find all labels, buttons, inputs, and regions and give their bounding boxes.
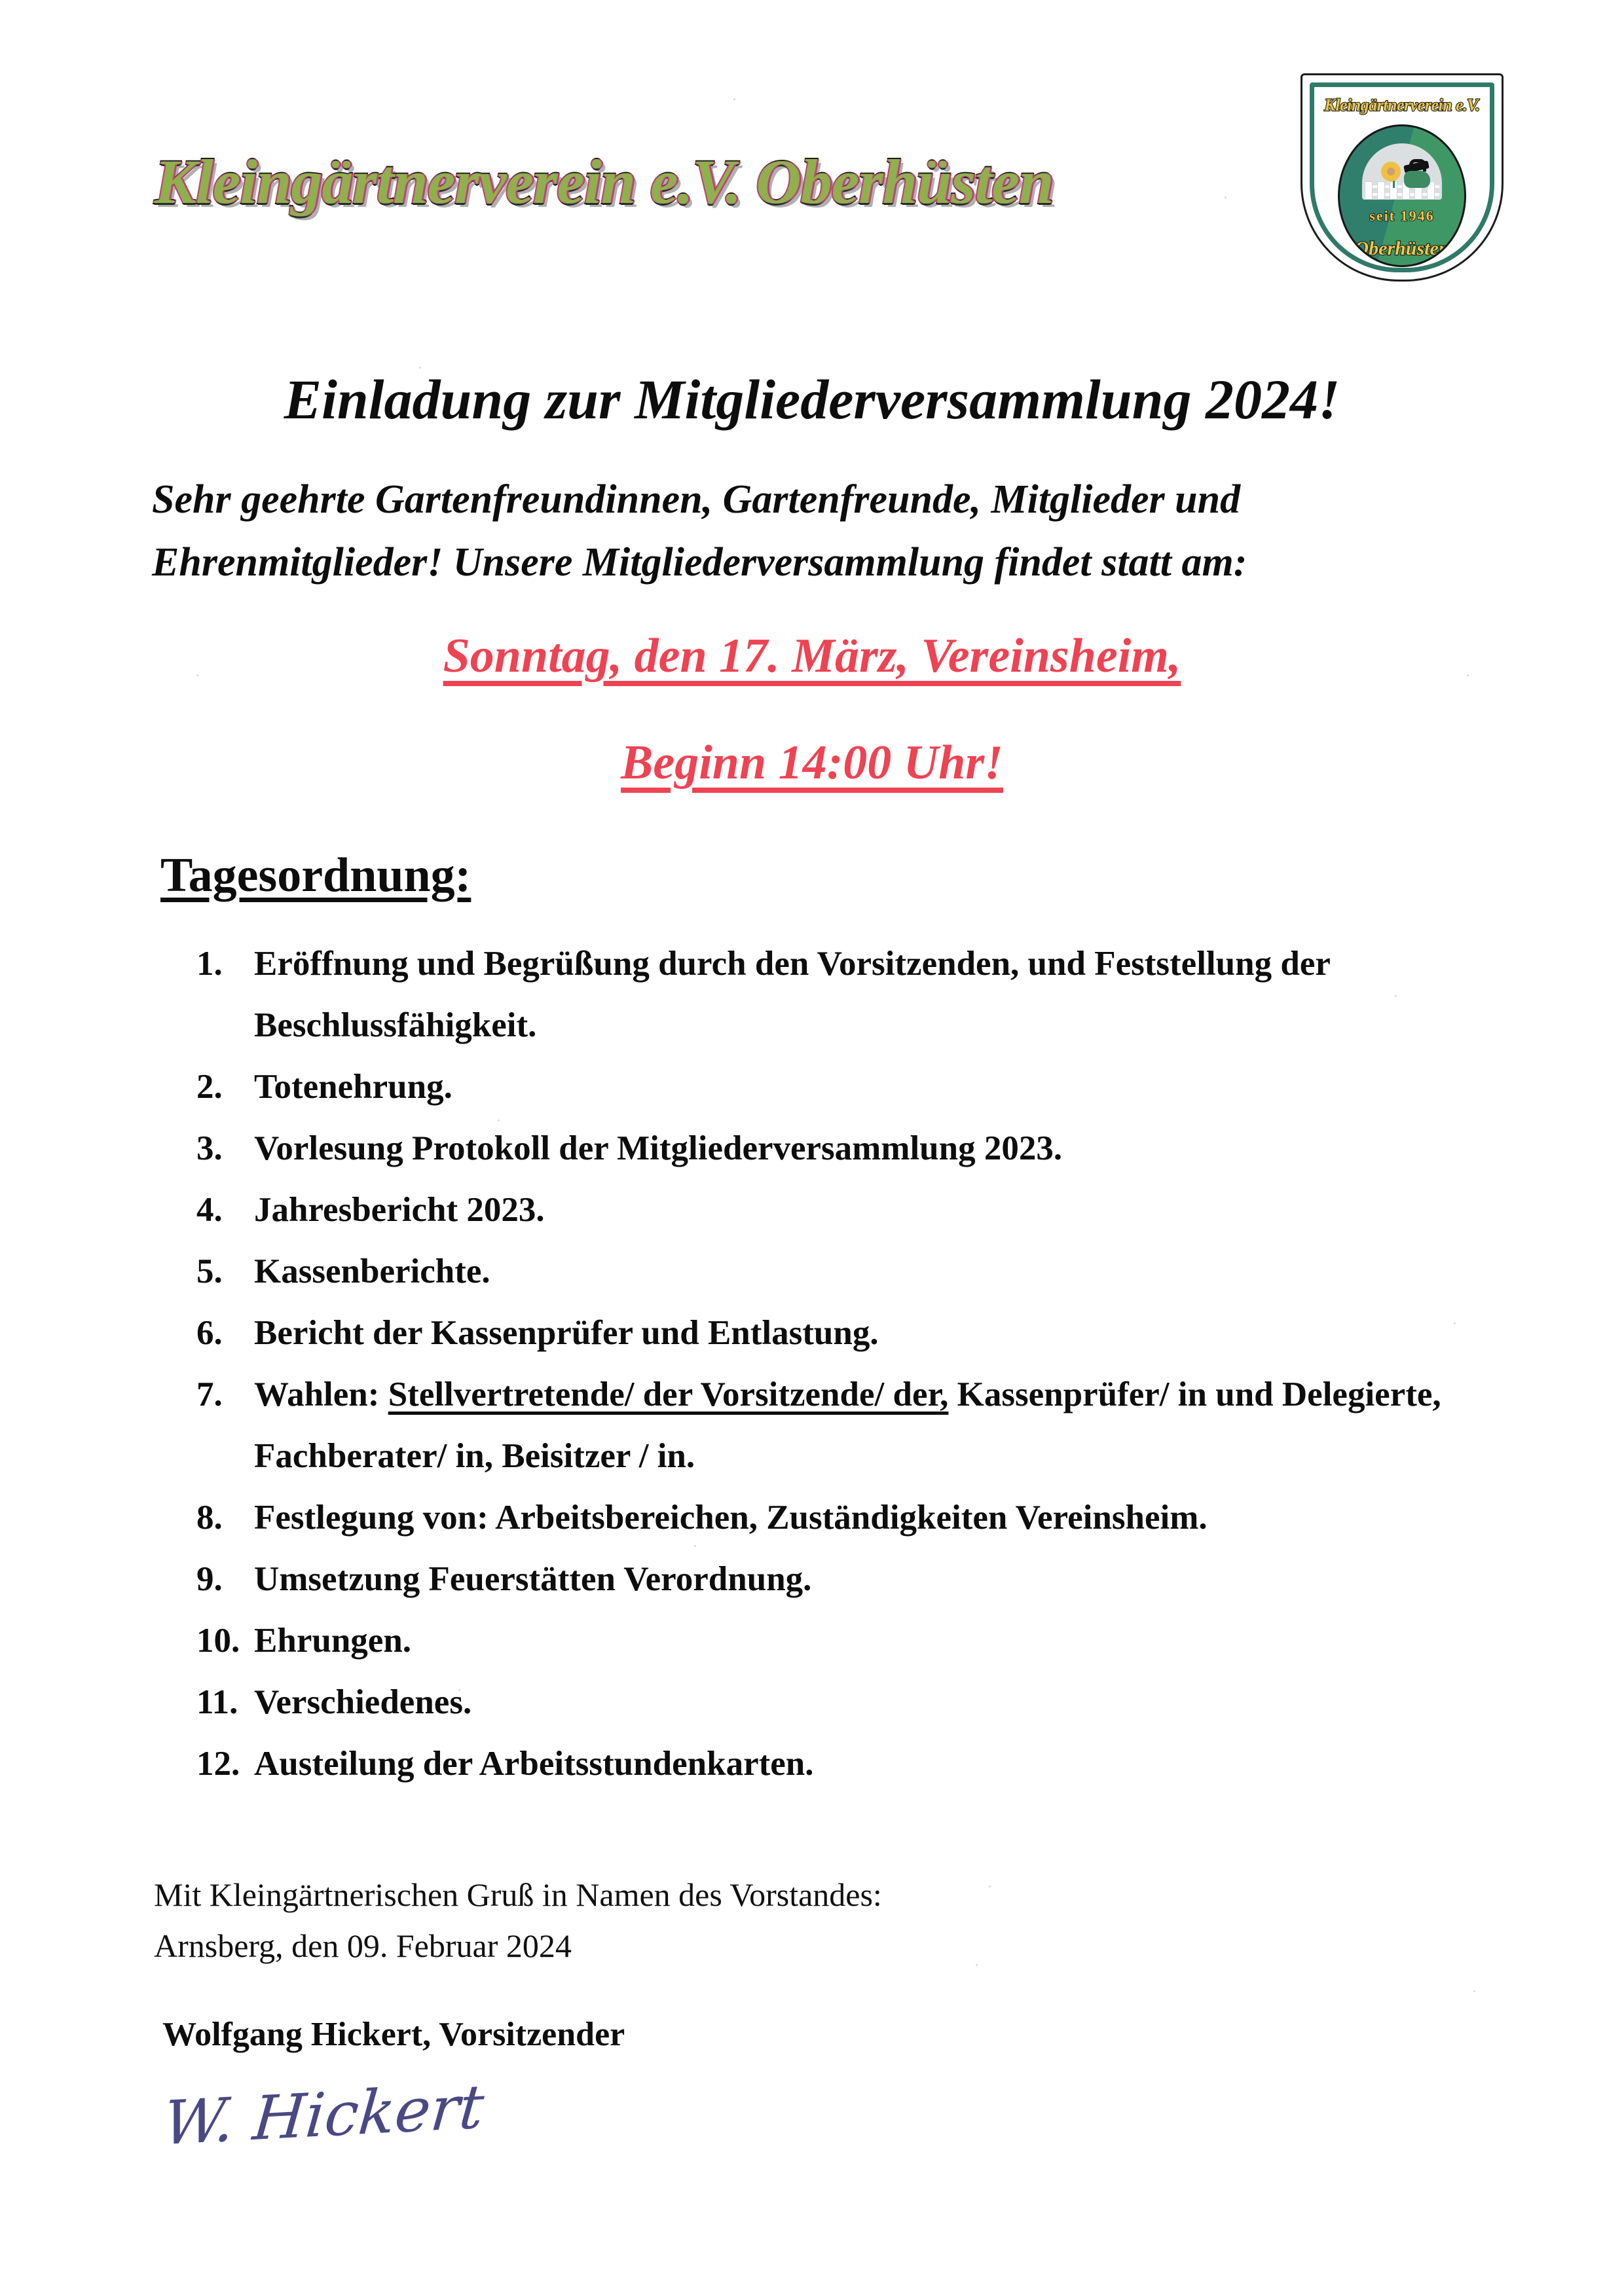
- salutation-line-1: Sehr geehrte Gartenfreundinnen, Gartenfreunde, Mitglieder und: [152, 477, 1241, 522]
- agenda-text-prefix: Wahlen:: [254, 1376, 388, 1413]
- agenda-item-number: 9.: [196, 1560, 223, 1598]
- meeting-time: Beginn 14:00 Uhr!: [621, 736, 1003, 790]
- scan-speck: [733, 98, 735, 100]
- agenda-item-number: 1.: [196, 945, 223, 983]
- crest-founded-text: seit 1946: [1369, 208, 1435, 224]
- agenda-item-number: 12.: [196, 1745, 240, 1783]
- agenda-item-number: 10.: [196, 1622, 240, 1660]
- scan-speck: [976, 1964, 978, 1966]
- handwritten-signature: [160, 2071, 487, 2206]
- agenda-text-suffix: Kassenprüfer/ in und Delegierte, Fachberater/ in, Beisitzer / in.: [254, 1376, 1441, 1475]
- page-title: Einladung zur Mitgliederversammlung 2024!: [284, 368, 1340, 431]
- agenda-item-text: Kassenberichte.: [254, 1252, 490, 1290]
- agenda-item-text: Vorlesung Protokoll der Mitgliederversammlung 2023.: [254, 1129, 1063, 1167]
- agenda-item: [196, 1548, 1467, 1610]
- agenda-item-text: Jahresbericht 2023.: [254, 1191, 545, 1229]
- agenda-item-number: 3.: [196, 1129, 223, 1167]
- salutation-line-2: Ehrenmitglieder! Unsere Mitgliederversammlung findet statt am:: [152, 540, 1247, 585]
- agenda-item-number: 4.: [196, 1191, 223, 1229]
- agenda-item-text: Festlegung von: Arbeitsbereichen, Zuständigkeiten Vereinsheim.: [254, 1499, 1208, 1537]
- sunflower-icon: [1381, 162, 1401, 181]
- agenda-item-text: Umsetzung Feuerstätten Verordnung.: [254, 1560, 812, 1598]
- agenda-item: [196, 1118, 1467, 1179]
- closing-place-date: Arnsberg, den 09. Februar 2024: [154, 1927, 572, 1964]
- agenda-item-number: 6.: [196, 1314, 223, 1352]
- agenda-item: [196, 933, 1467, 1056]
- agenda-item-text: Eröffnung und Begrüßung durch den Vorsitzenden, und Feststellung der Beschlussfähigkeit.: [254, 945, 1330, 1044]
- agenda-item: [196, 1241, 1467, 1302]
- agenda-item-text: Totenehrung.: [254, 1068, 452, 1106]
- agenda-item-text: [254, 1364, 1467, 1487]
- club-crest-logo: [1301, 73, 1504, 282]
- signer-name: Wolfgang Hickert, Vorsitzender: [162, 2016, 625, 2053]
- salutation-block: [152, 468, 1468, 594]
- agenda-item-number: 11.: [196, 1683, 238, 1721]
- agenda-item-text: Austeilung der Arbeitsstundenkarten.: [254, 1745, 814, 1783]
- agenda-item: [196, 1179, 1467, 1241]
- garden-scene-icon: [1362, 143, 1442, 200]
- club-wordmark: Kleingärtnerverein e.V. Oberhüsten: [155, 147, 1054, 217]
- agenda-item: [196, 1733, 1467, 1795]
- crest-title-text: Kleingärtnerverein e.V.: [1324, 96, 1480, 115]
- agenda-item-text: Verschiedenes.: [254, 1683, 472, 1721]
- agenda-item: [196, 1056, 1467, 1118]
- agenda-item: [196, 1610, 1467, 1671]
- closing-greeting: Mit Kleingärtnerischen Gruß in Namen des Vorstandes:: [154, 1876, 882, 1913]
- scan-speck: [1473, 1990, 1475, 1992]
- scan-speck: [989, 1886, 991, 1887]
- crest-emblem-disc: [1338, 124, 1466, 267]
- meeting-date-block: [0, 629, 1624, 791]
- crest-place-text: Oberhüsten: [1354, 238, 1450, 259]
- watering-can-icon: [1404, 171, 1430, 188]
- agenda-text-underlined: Stellvertretende/ der Vorsitzende/ der,: [388, 1376, 949, 1413]
- scan-speck: [1225, 196, 1227, 198]
- agenda-item-number: 5.: [196, 1252, 223, 1290]
- agenda-heading: Tagesordnung:: [160, 848, 471, 902]
- agenda-item: [196, 1364, 1467, 1487]
- agenda-list: [196, 933, 1467, 1795]
- closing-block: [154, 1869, 882, 1971]
- fence-picket: [1365, 181, 1373, 200]
- agenda-item: [196, 1487, 1467, 1548]
- agenda-item-number: 2.: [196, 1068, 223, 1106]
- meeting-date: Sonntag, den 17. März, Vereinsheim,: [443, 629, 1181, 683]
- fence-picket: [1377, 181, 1385, 200]
- agenda-item-number: 8.: [196, 1499, 223, 1537]
- agenda-item: [196, 1671, 1467, 1733]
- agenda-item-number: 7.: [196, 1376, 223, 1413]
- agenda-item-text: Bericht der Kassenprüfer und Entlastung.: [254, 1314, 879, 1352]
- signature-text: W. Hickert: [160, 2071, 487, 2159]
- agenda-item-text: Ehrungen.: [254, 1622, 412, 1660]
- agenda-item: [196, 1302, 1467, 1364]
